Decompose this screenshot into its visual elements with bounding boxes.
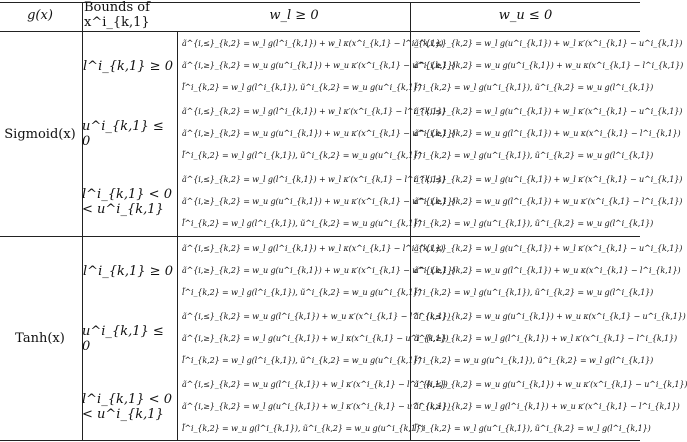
equation: ã^{i,≤}_{k,2} = w_l g(l^i_{k,1}) + w_l κ(x^i_{k,1} − l^i_{k,1}) — [182, 39, 444, 48]
bound-label: l^i_{k,1} ≥ 0 — [83, 263, 173, 279]
column-rule-2 — [177, 31, 178, 440]
bound-label: l^i_{k,1} ≥ 0 — [83, 58, 173, 74]
equation: ã^{i,≥}_{k,2} = w_l g(u^i_{k,1}) + w_l κ(x^i_{k,1} − u^i_{k,1}) — [182, 334, 449, 343]
equation: ã^{i,≤}_{k,2} = w_l g(l^i_{k,1}) + w_l κ′(x^i_{k,1} − l^i_{k,1}) — [182, 107, 446, 116]
equation: ã^{i,≥}_{k,2} = w_u g(u^i_{k,1}) + w_u κ(x^i_{k,1} − l^i_{k,1}) — [414, 61, 684, 70]
function-label-sigmoid: Sigmoid(x) — [4, 126, 76, 142]
equation: ã^{i,≥}_{k,2} = w_l g(l^i_{k,1}) + w_l κ′(x^i_{k,1} − l^i_{k,1}) — [414, 334, 678, 343]
equation: l̃^i_{k,2} = w_l g(l^i_{k,1}), ũ^i_{k,2} = w_u g(u^i_{k,1}) — [182, 356, 422, 365]
bound-label: u^i_{k,1} ≤ 0 — [82, 324, 164, 354]
header-gx: g(x) — [27, 7, 53, 23]
header-bounds: Bounds of x^i_{k,1} — [84, 0, 150, 30]
equation: ã^{i,≥}_{k,2} = w_u g(u^i_{k,1}) + w_u κ′(x^i_{k,1} − u^i_{k,1}) — [182, 266, 456, 275]
header-wl: w_l ≥ 0 — [269, 7, 319, 23]
equation: ã^{i,≥}_{k,2} = w_l g(l^i_{k,1}) + w_u κ′(x^i_{k,1} − l^i_{k,1}) — [414, 402, 680, 411]
equation: ã^{i,≤}_{k,2} = w_u g(u^i_{k,1}) + w_u κ(x^i_{k,1} − u^i_{k,1}) — [414, 312, 686, 321]
equation: ã^{i,≤}_{k,2} = w_l g(l^i_{k,1}) + w_l κ(x^i_{k,1} − l^i_{k,1}) — [182, 244, 444, 253]
equation: l̃^i_{k,2} = w_u g(l^i_{k,1}), ũ^i_{k,2} = w_u g(u^i_{k,1}) — [182, 424, 424, 433]
equation: ã^{i,≥}_{k,2} = w_u g(l^i_{k,1}) + w_u κ′(x^i_{k,1} − l^i_{k,1}) — [414, 197, 683, 206]
equation: l̃^i_{k,2} = w_l g(l^i_{k,1}), ũ^i_{k,2} = w_u g(u^i_{k,1}) — [182, 219, 422, 228]
equation: ã^{i,≤}_{k,2} = w_u g(l^i_{k,1}) + w_l κ′(x^i_{k,1} − l^i_{k,1}) — [182, 380, 448, 389]
equation: l̃^i_{k,2} = w_l g(u^i_{k,1}), ũ^i_{k,2} = w_u g(l^i_{k,1}) — [414, 288, 654, 297]
bound-label: l^i_{k,1} < 0 < u^i_{k,1} — [82, 391, 172, 422]
equation: ã^{i,≤}_{k,2} = w_u g(u^i_{k,1}) + w_u κ′(x^i_{k,1} − u^i_{k,1}) — [414, 380, 687, 389]
function-label-tanh: Tanh(x) — [15, 331, 65, 346]
equation: ã^{i,≥}_{k,2} = w_l g(u^i_{k,1}) + w_l κ′(x^i_{k,1} − u^i_{k,1}) — [182, 402, 451, 411]
table-bottom-rule — [0, 440, 640, 441]
equation: ã^{i,≥}_{k,2} = w_u g(l^i_{k,1}) + w_u κ(x^i_{k,1} − l^i_{k,1}) — [414, 129, 681, 138]
equation: ã^{i,≤}_{k,2} = w_l g(u^i_{k,1}) + w_l κ′(x^i_{k,1} − u^i_{k,1}) — [414, 107, 683, 116]
equation: ã^{i,≥}_{k,2} = w_u g(l^i_{k,1}) + w_u κ(x^i_{k,1} − l^i_{k,1}) — [414, 266, 681, 275]
equation: ã^{i,≥}_{k,2} = w_u g(u^i_{k,1}) + w_u κ′(x^i_{k,1} − u^i_{k,1}) — [182, 61, 456, 70]
equation: ã^{i,≤}_{k,2} = w_l g(u^i_{k,1}) + w_l κ′(x^i_{k,1} − u^i_{k,1}) — [414, 175, 683, 184]
equation: l̃^i_{k,2} = w_l g(l^i_{k,1}), ũ^i_{k,2} = w_u g(u^i_{k,1}) — [182, 288, 422, 297]
header-wu: w_u ≤ 0 — [498, 7, 553, 23]
equation: l̃^i_{k,2} = w_l g(u^i_{k,1}), ũ^i_{k,2} = w_u g(l^i_{k,1}) — [414, 219, 654, 228]
equation: ã^{i,≥}_{k,2} = w_u g(u^i_{k,1}) + w_u κ′(x^i_{k,1} − u^i_{k,1}) — [182, 129, 456, 138]
equation: ã^{i,≤}_{k,2} = w_l g(l^i_{k,1}) + w_l κ′(x^i_{k,1} − l^i_{k,1}) — [182, 175, 446, 184]
equation: l̃^i_{k,2} = w_l g(u^i_{k,1}), ũ^i_{k,2} = w_u g(l^i_{k,1}) — [414, 151, 654, 160]
equation: l̃^i_{k,2} = w_l g(l^i_{k,1}), ũ^i_{k,2} = w_u g(u^i_{k,1}) — [182, 151, 422, 160]
equation: ã^{i,≤}_{k,2} = w_l g(u^i_{k,1}) + w_l κ′(x^i_{k,1} − u^i_{k,1}) — [414, 39, 683, 48]
equation: l̃^i_{k,2} = w_l g(u^i_{k,1}), ũ^i_{k,2} = w_l g(l^i_{k,1}) — [414, 424, 651, 433]
bound-label: u^i_{k,1} ≤ 0 — [82, 119, 164, 149]
bound-label: l^i_{k,1} < 0 < u^i_{k,1} — [82, 187, 172, 217]
equation: ã^{i,≥}_{k,2} = w_u g(u^i_{k,1}) + w_u κ′(x^i_{k,1} − u^i_{k,1}) — [182, 197, 456, 206]
equation: l̃^i_{k,2} = w_l g(u^i_{k,1}), ũ^i_{k,2} = w_u g(l^i_{k,1}) — [414, 83, 654, 92]
equation: l̃^i_{k,2} = w_u g(u^i_{k,1}), ũ^i_{k,2} = w_l g(l^i_{k,1}) — [414, 356, 654, 365]
equation: ã^{i,≤}_{k,2} = w_l g(u^i_{k,1}) + w_l κ′(x^i_{k,1} − u^i_{k,1}) — [414, 244, 683, 253]
equation: ã^{i,≤}_{k,2} = w_u g(l^i_{k,1}) + w_u κ′(x^i_{k,1} − l^i_{k,1}) — [182, 312, 451, 321]
equation: l̃^i_{k,2} = w_l g(l^i_{k,1}), ũ^i_{k,2} = w_u g(u^i_{k,1}) — [182, 83, 422, 92]
